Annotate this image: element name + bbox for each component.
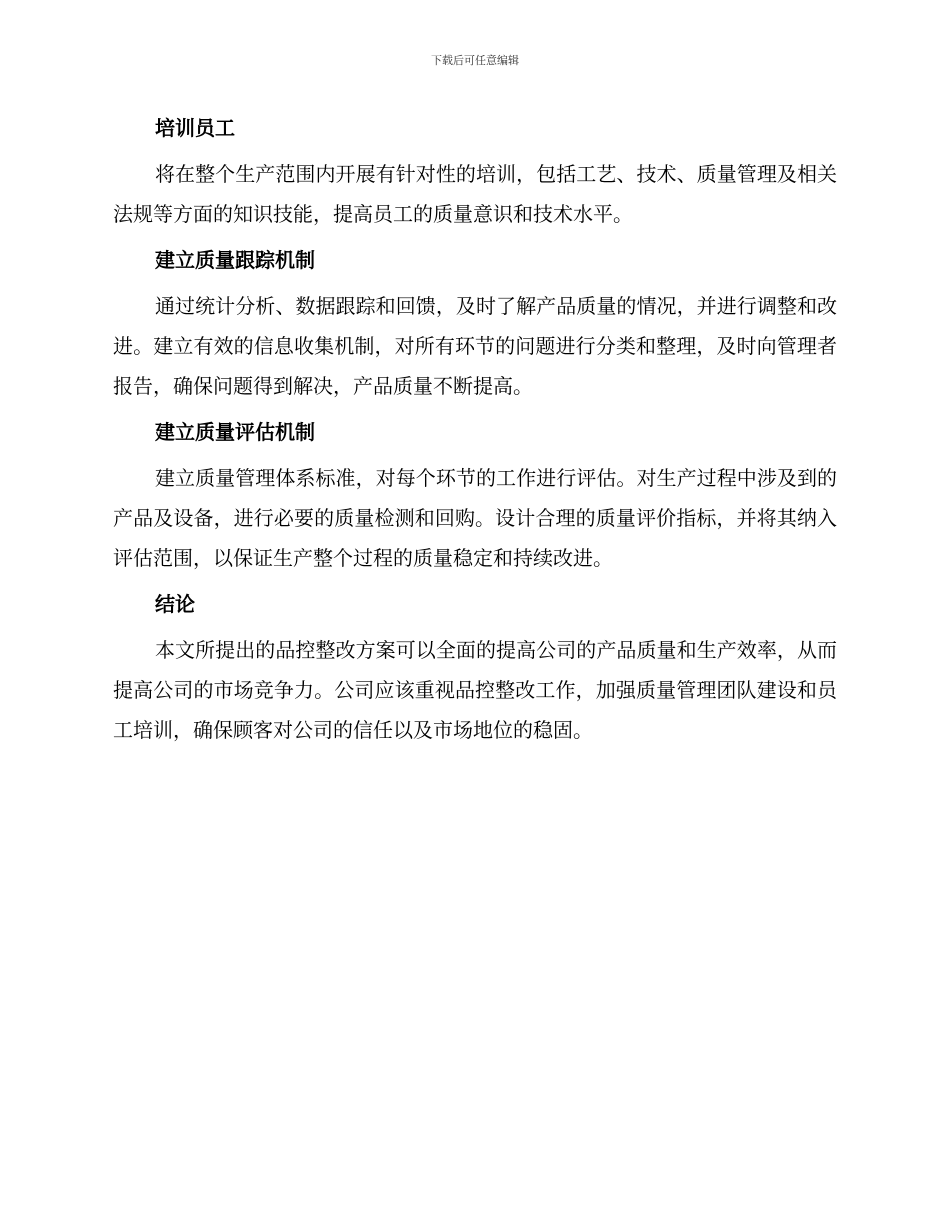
section-heading: 建立质量评估机制	[155, 420, 315, 444]
section-conclusion	[113, 584, 837, 750]
section-quality-tracking	[113, 240, 837, 406]
section-heading: 培训员工	[155, 116, 235, 140]
section-training	[113, 108, 837, 234]
page-header-note: 下载后可任意编辑	[431, 54, 519, 67]
section-paragraph: 本文所提出的品控整改方案可以全面的提高公司的产品质量和生产效率，从而提高公司的市场竞争力。公司应该重视品控整改工作，加强质量管理团队建设和员工培训，确保顾客对公司的信任以及市场地位的稳固。	[113, 638, 837, 742]
section-heading: 建立质量跟踪机制	[155, 248, 315, 272]
section-quality-evaluation	[113, 412, 837, 578]
section-paragraph: 建立质量管理体系标准，对每个环节的工作进行评估。对生产过程中涉及到的产品及设备，进行必要的质量检测和回购。设计合理的质量评价指标，并将其纳入评估范围，以保证生产整个过程的质量稳定和持续改进。	[113, 466, 837, 570]
document-body	[113, 108, 837, 756]
section-paragraph: 将在整个生产范围内开展有针对性的培训，包括工艺、技术、质量管理及相关法规等方面的知识技能，提高员工的质量意识和技术水平。	[113, 162, 837, 226]
section-heading: 结论	[155, 592, 195, 616]
section-paragraph: 通过统计分析、数据跟踪和回馈，及时了解产品质量的情况，并进行调整和改进。建立有效的信息收集机制，对所有环节的问题进行分类和整理，及时向管理者报告，确保问题得到解决，产品质量不断提高。	[113, 294, 837, 398]
